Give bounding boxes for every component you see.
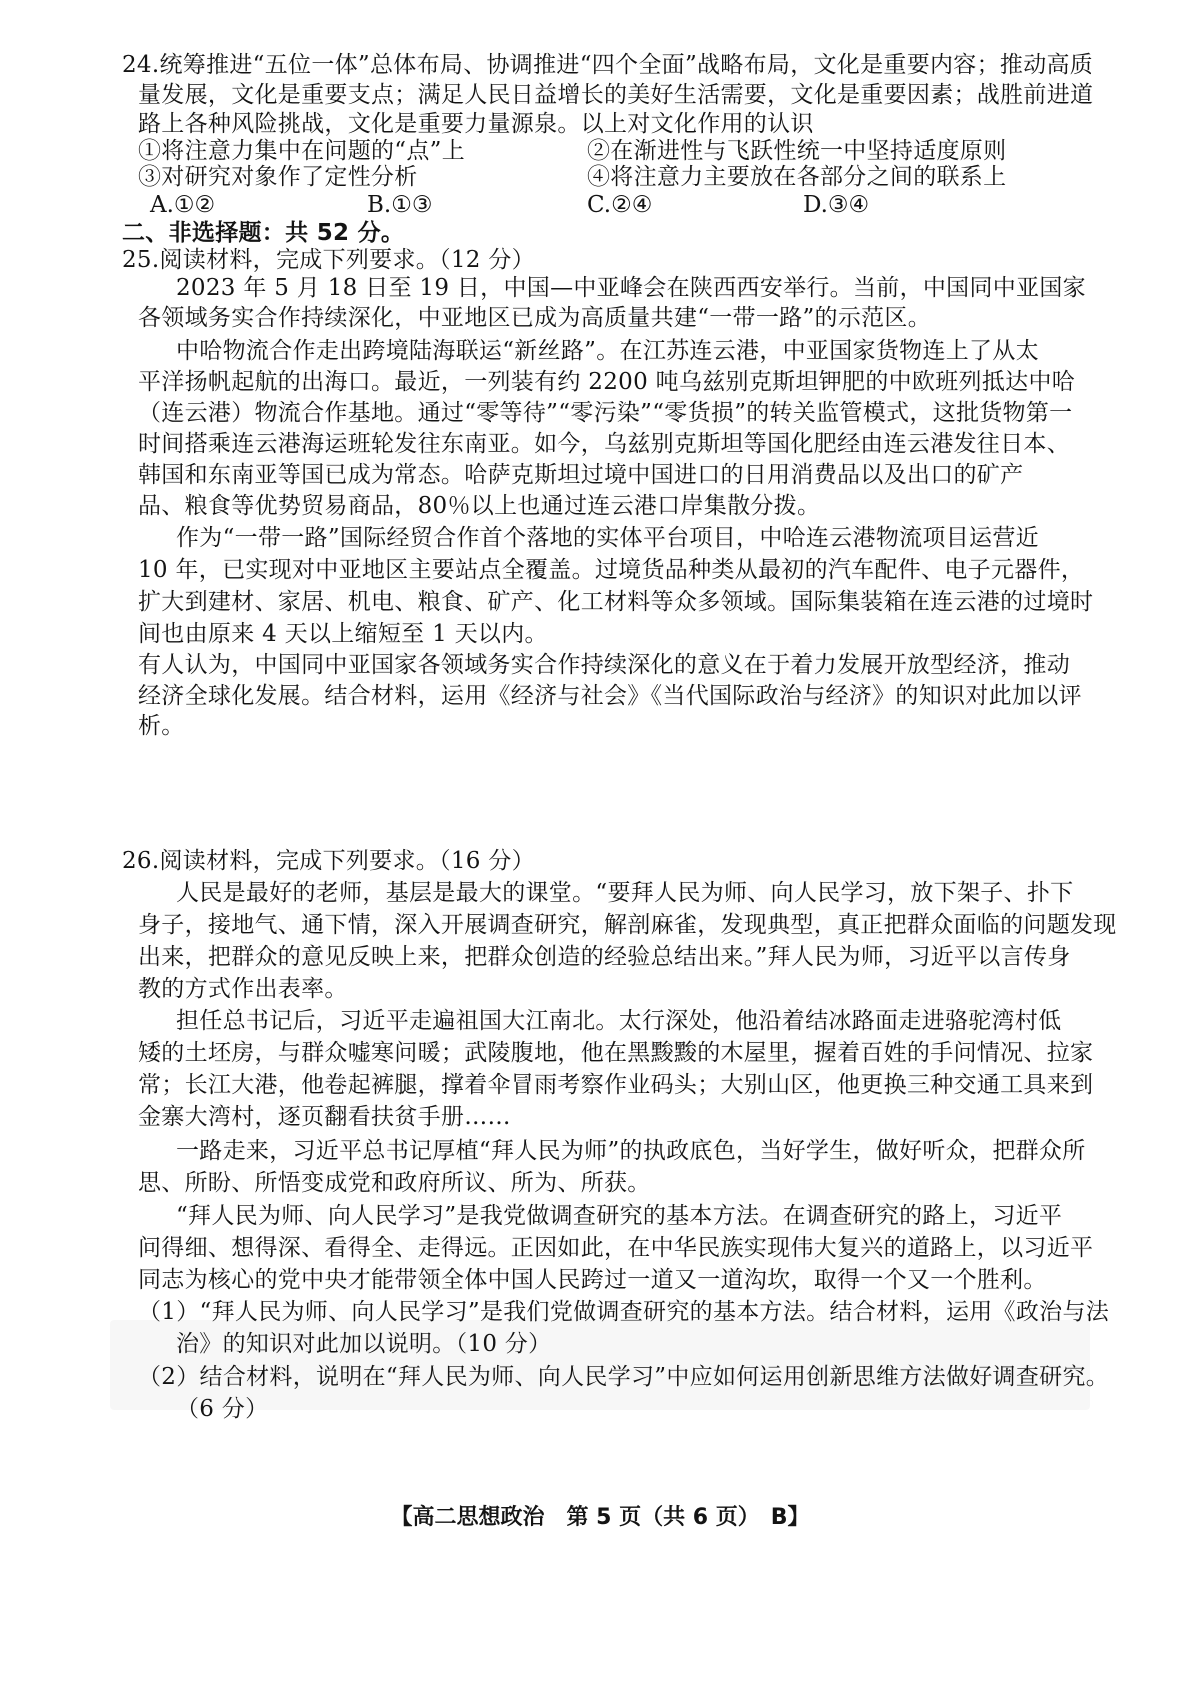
q25-text-line: 时间搭乘连云港海运班轮发往东南亚。如今，乌兹别克斯坦等国化肥经由连云港发往日本、: [138, 431, 1070, 457]
q25-header: 25.阅读材料，完成下列要求。（12 分）: [122, 247, 535, 273]
q26-text-line: 思、所盼、所悟变成党和政府所议、所为、所获。: [138, 1170, 651, 1196]
q25-text-line: 韩国和东南亚等国已成为常态。哈萨克斯坦过境中国进口的日用消费品以及出口的矿产: [138, 462, 1024, 488]
q25-text-line: 各领域务实合作持续深化，中亚地区已成为高质量共建“一带一路”的示范区。: [138, 305, 932, 331]
q26-subquestion-1: 治》的知识对此加以说明。（10 分）: [176, 1331, 552, 1357]
q24-option-c[interactable]: C.②④: [587, 192, 653, 218]
q26-text-line: 金寨大湾村，逐页翻看扶贫手册……: [138, 1104, 511, 1130]
q26-text-line: 常；长江大港，他卷起裤腿，撑着伞冒雨考察作业码头；大别山区，他更换三种交通工具来到: [138, 1072, 1094, 1098]
q25-question-line: 经济全球化发展。结合材料，运用《经济与社会》《当代国际政治与经济》的知识对此加以评: [138, 683, 1082, 709]
q26-text-line: “拜人民为师、向人民学习”是我党做调查研究的基本方法。在调查研究的路上，习近平: [176, 1203, 1063, 1229]
q25-question-line: 有人认为，中国同中亚国家各领域务实合作持续深化的意义在于着力发展开放型经济，推动: [138, 652, 1070, 678]
q24-statement: ④将注意力主要放在各部分之间的联系上: [587, 164, 1007, 190]
q24-stem-line: 24.统筹推进“五位一体”总体布局、协调推进“四个全面”战略布局，文化是重要内容；推动高质: [122, 52, 1094, 78]
q26-text-line: 人民是最好的老师，基层是最大的课堂。“要拜人民为师、向人民学习，放下架子、扑下: [176, 880, 1074, 906]
q25-text-line: 间也由原来 4 天以上缩短至 1 天以内。: [138, 621, 548, 647]
q24-stem-line: 量发展，文化是重要支点；满足人民日益增长的美好生活需要，文化是重要因素；战胜前进道: [138, 82, 1094, 108]
q24-option-a[interactable]: A.①②: [150, 192, 216, 218]
section2-title: 二、非选择题：共 52 分。: [122, 220, 405, 246]
q25-text-line: 2023 年 5 月 18 日至 19 日，中国—中亚峰会在陕西西安举行。当前，中国同中亚国家: [176, 275, 1086, 301]
q26-text-line: 一路走来，习近平总书记厚植“拜人民为师”的执政底色，当好学生，做好听众，把群众所: [176, 1138, 1086, 1164]
q24-option-d[interactable]: D.③④: [803, 192, 870, 218]
q26-text-line: 身子，接地气、通下情，深入开展调查研究，解剖麻雀，发现典型，真正把群众面临的问题发现: [138, 912, 1117, 938]
q25-text-line: （连云港）物流合作基地。通过“零等待”“零污染”“零货损”的转关监管模式，这批货物第一: [138, 400, 1073, 426]
q25-text-line: 平洋扬帆起航的出海口。最近，一列装有约 2200 吨乌兹别克斯坦钾肥的中欧班列抵达中哈: [138, 369, 1076, 395]
q26-subquestion-2: （2）结合材料，说明在“拜人民为师、向人民学习”中应如何运用创新思维方法做好调查研究。: [138, 1364, 1110, 1390]
q24-stem-line: 路上各种风险挑战，文化是重要力量源泉。以上对文化作用的认识: [138, 111, 814, 137]
q24-statement: ①将注意力集中在问题的“点”上: [138, 138, 466, 164]
q26-subquestion-2: （6 分）: [176, 1396, 269, 1422]
q24-statement: ③对研究对象作了定性分析: [138, 164, 418, 190]
q25-text-line: 10 年，已实现对中亚地区主要站点全覆盖。过境货品种类从最初的汽车配件、电子元器件，: [138, 557, 1085, 583]
q25-text-line: 品、粮食等优势贸易商品，80％以上也通过连云港口岸集散分拨。: [138, 493, 821, 519]
q26-text-line: 担任总书记后，习近平走遍祖国大江南北。太行深处，他沿着结冰路面走进骆驼湾村低: [176, 1008, 1062, 1034]
q26-text-line: 同志为核心的党中央才能带领全体中国人民跨过一道又一道沟坎，取得一个又一个胜利。: [138, 1267, 1047, 1293]
q25-question-line: 析。: [138, 713, 185, 739]
q26-text-line: 矮的土坯房，与群众嘘寒问暖；武陵腹地，他在黑黢黢的木屋里，握着百姓的手问情况、拉家: [138, 1040, 1094, 1066]
q24-statement: ②在渐进性与飞跃性统一中坚持适度原则: [587, 138, 1007, 164]
q26-text-line: 出来，把群众的意见反映上来，把群众创造的经验总结出来。”拜人民为师，习近平以言传身: [138, 944, 1071, 970]
q26-subquestion-1: （1）“拜人民为师、向人民学习”是我们党做调查研究的基本方法。结合材料，运用《政治与法: [138, 1299, 1110, 1325]
page-footer: 【高二思想政治 第 5 页（共 6 页） B】: [390, 1505, 810, 1530]
q25-text-line: 作为“一带一路”国际经贸合作首个落地的实体平台项目，中哈连云港物流项目运营近: [176, 525, 1039, 551]
q25-text-line: 扩大到建材、家居、机电、粮食、矿产、化工材料等众多领域。国际集装箱在连云港的过境时: [138, 589, 1094, 615]
q24-options: [0, 190, 1200, 220]
q26-text-line: 问得细、想得深、看得全、走得远。正因如此，在中华民族实现伟大复兴的道路上，以习近平: [138, 1235, 1094, 1261]
q24-option-b[interactable]: B.①③: [367, 192, 433, 218]
q26-header: 26.阅读材料，完成下列要求。（16 分）: [122, 848, 535, 874]
q26-text-line: 教的方式作出表率。: [138, 976, 348, 1002]
q25-text-line: 中哈物流合作走出跨境陆海联运“新丝路”。在江苏连云港，中亚国家货物连上了从太: [176, 338, 1039, 364]
